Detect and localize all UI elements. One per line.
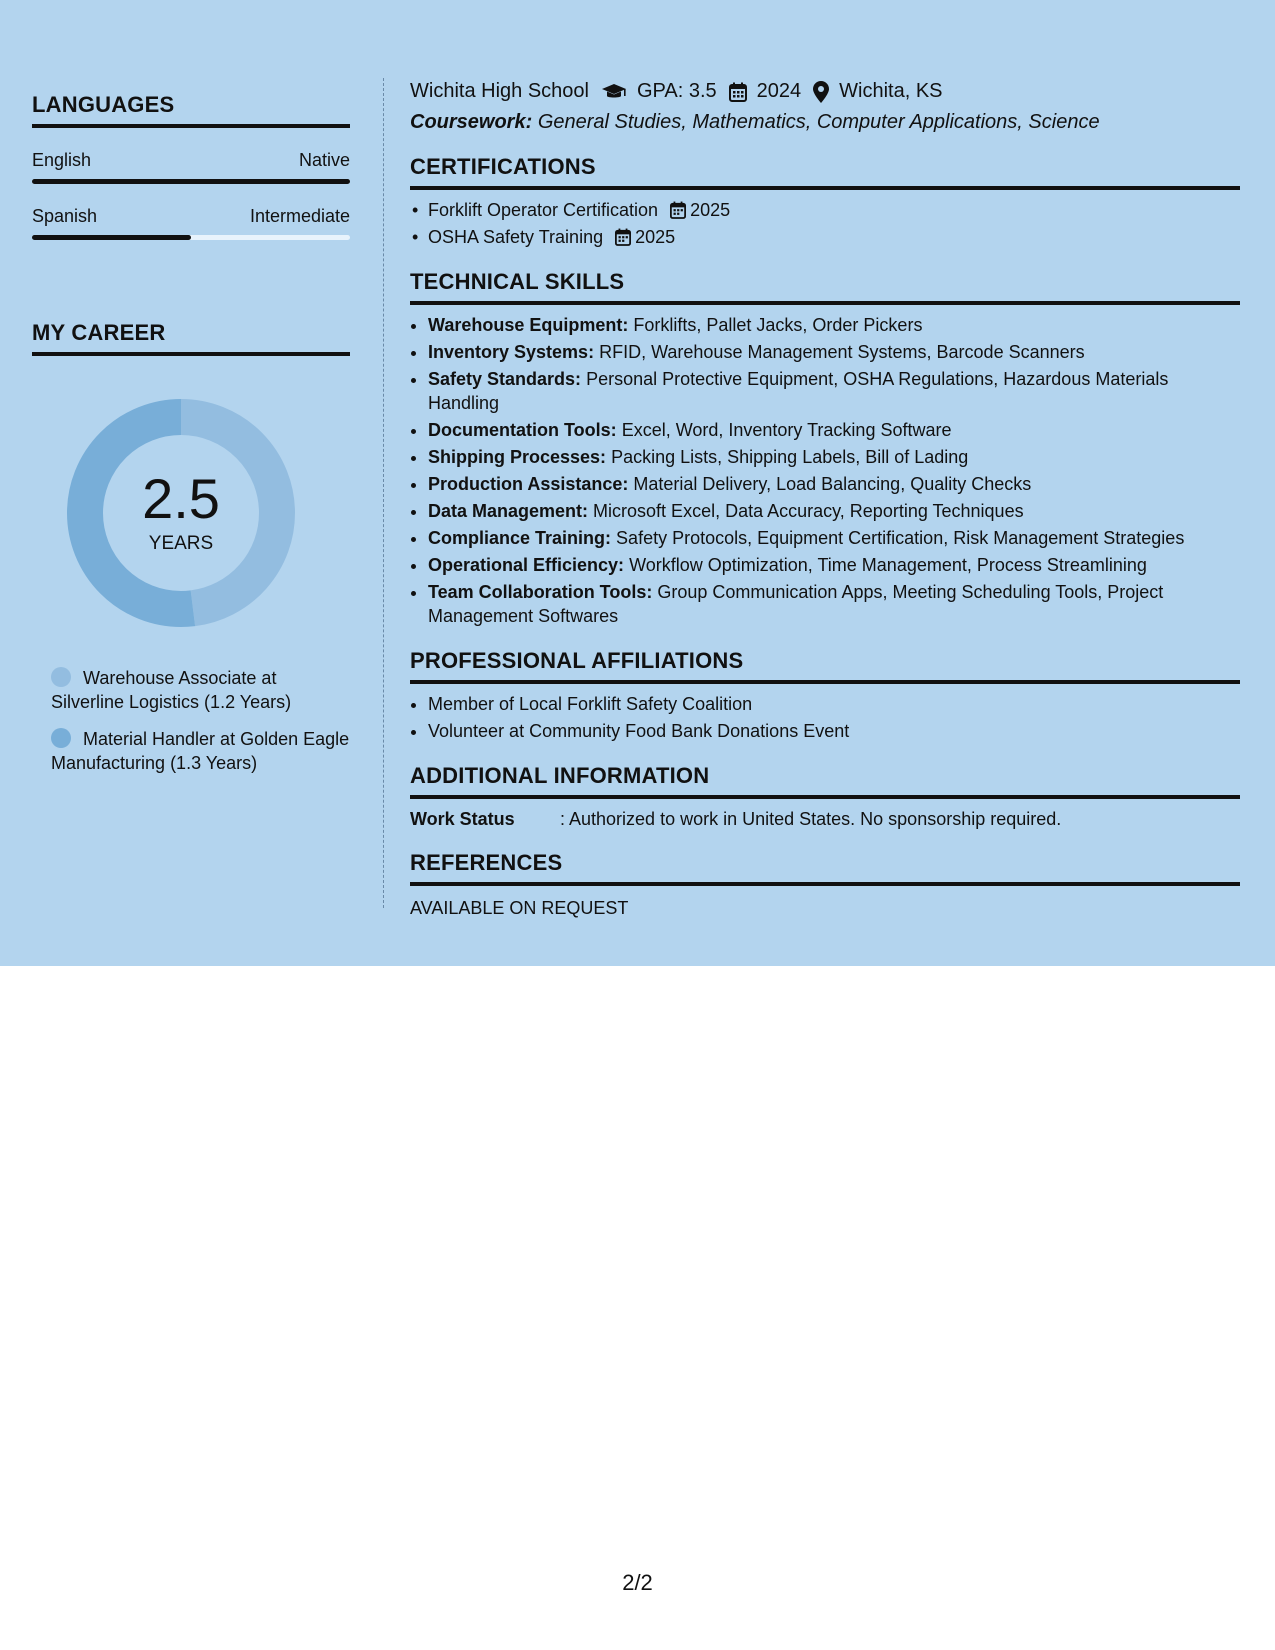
- technical-skills-list: [410, 313, 1240, 628]
- career-total-unit: YEARS: [148, 533, 214, 554]
- affiliation-item: • Volunteer at Community Food Bank Donations Event: [428, 719, 1240, 743]
- skill-item: [428, 553, 1240, 577]
- career-donut-chart: [66, 398, 296, 628]
- column-divider: [383, 78, 384, 908]
- language-level: Intermediate: [249, 206, 350, 226]
- certifications-title: CERTIFICATIONS: [410, 154, 1240, 190]
- skill-item: [428, 472, 1240, 496]
- education-coursework: [410, 111, 1240, 134]
- skill-text: Packing Lists, Shipping Labels, Bill of Lading: [611, 447, 969, 467]
- certification-item: [428, 198, 1240, 222]
- technical-skills-title: TECHNICAL SKILLS: [410, 269, 1240, 305]
- skill-item: [428, 418, 1240, 442]
- skill-text: RFID, Warehouse Management Systems, Barcode Scanners: [599, 342, 1085, 362]
- skill-text: Excel, Word, Inventory Tracking Software: [621, 420, 952, 440]
- skill-label: Safety Standards:: [428, 369, 582, 389]
- left-column: [32, 92, 350, 788]
- language-level-fill: [32, 235, 191, 240]
- work-status-label: Work Status: [410, 809, 515, 829]
- language-level: Native: [298, 150, 350, 170]
- language-name: English: [32, 150, 92, 170]
- skill-label: Warehouse Equipment:: [428, 315, 629, 335]
- certification-name: • Forklift Operator Certification: [428, 200, 659, 220]
- additional-info-title: ADDITIONAL INFORMATION: [410, 763, 1240, 799]
- page-number: 2/2: [622, 1570, 653, 1595]
- certification-year: 2025: [635, 227, 676, 247]
- skill-text: Workflow Optimization, Time Management, Process Streamlining: [629, 555, 1147, 575]
- skill-label: Compliance Training:: [428, 528, 612, 548]
- skill-text: Safety Protocols, Equipment Certification, Risk Management Strategies: [616, 528, 1185, 548]
- skill-item: [428, 499, 1240, 523]
- career-job-label: Warehouse Associate at Silverline Logistics (1.2 Years): [51, 668, 292, 712]
- skill-label: Inventory Systems:: [428, 342, 595, 362]
- calendar-icon: [729, 82, 747, 102]
- career-job-label: Material Handler at Golden Eagle Manufacturing (1.3 Years): [51, 729, 350, 773]
- work-status-row: [410, 809, 1240, 830]
- right-column: [410, 80, 1240, 919]
- career-total-value: 2.5: [142, 467, 220, 530]
- work-status-value: : Authorized to work in United States. No sponsorship required.: [560, 809, 1062, 829]
- calendar-icon: [615, 228, 631, 246]
- language-name: Spanish: [32, 206, 98, 226]
- certification-year: 2025: [690, 200, 731, 220]
- skill-label: Shipping Processes:: [428, 447, 607, 467]
- skill-item: [428, 526, 1240, 550]
- coursework-label: Coursework:: [410, 111, 533, 133]
- certification-name: • OSHA Safety Training: [428, 227, 604, 247]
- skill-label: Documentation Tools:: [428, 420, 617, 440]
- career-legend-item: [51, 666, 350, 714]
- education-school: Wichita High School: [410, 80, 589, 102]
- languages-title: LANGUAGES: [32, 92, 350, 128]
- references-title: REFERENCES: [410, 850, 1240, 886]
- skill-item: [428, 340, 1240, 364]
- skill-text: Microsoft Excel, Data Accuracy, Reporting Techniques: [593, 501, 1024, 521]
- coursework-text: General Studies, Mathematics, Computer Applications, Science: [537, 111, 1100, 133]
- skill-item: [428, 367, 1240, 415]
- language-level-bar: [32, 235, 350, 240]
- skill-label: Production Assistance:: [428, 474, 629, 494]
- certification-item: [428, 225, 1240, 249]
- legend-dot: [51, 667, 71, 687]
- language-level-fill: [32, 179, 350, 184]
- legend-dot: [51, 728, 71, 748]
- skill-text: Group Communication Apps, Meeting Scheduling Tools, Project Management Softwares: [428, 582, 1164, 626]
- education-line: [410, 80, 1240, 103]
- career-legend-item: [51, 727, 350, 775]
- skill-item: [428, 445, 1240, 469]
- skill-label: Data Management:: [428, 501, 589, 521]
- map-pin-icon: [813, 81, 829, 103]
- graduation-cap-icon: [601, 82, 627, 102]
- career-title: MY CAREER: [32, 320, 350, 356]
- career-legend: [51, 666, 350, 775]
- skill-label: Operational Efficiency:: [428, 555, 625, 575]
- affiliations-title: PROFESSIONAL AFFILIATIONS: [410, 648, 1240, 684]
- language-level-bar: [32, 179, 350, 184]
- affiliations-list: [410, 692, 1240, 743]
- skill-text: Forklifts, Pallet Jacks, Order Pickers: [633, 315, 923, 335]
- skill-text: Personal Protective Equipment, OSHA Regulations, Hazardous Materials Handling: [428, 369, 1169, 413]
- language-item: [32, 150, 350, 184]
- skill-item: [428, 580, 1240, 628]
- skill-text: Material Delivery, Load Balancing, Quality Checks: [633, 474, 1032, 494]
- calendar-icon: [670, 201, 686, 219]
- certifications-list: [410, 198, 1240, 249]
- education-location: Wichita, KS: [839, 80, 943, 102]
- skill-label: Team Collaboration Tools:: [428, 582, 653, 602]
- affiliation-item: • Member of Local Forklift Safety Coalition: [428, 692, 1240, 716]
- language-item: [32, 206, 350, 240]
- education-gpa: GPA: 3.5: [636, 80, 717, 102]
- education-year: 2024: [756, 80, 802, 102]
- skill-item: [428, 313, 1240, 337]
- references-text: AVAILABLE ON REQUEST: [410, 898, 629, 918]
